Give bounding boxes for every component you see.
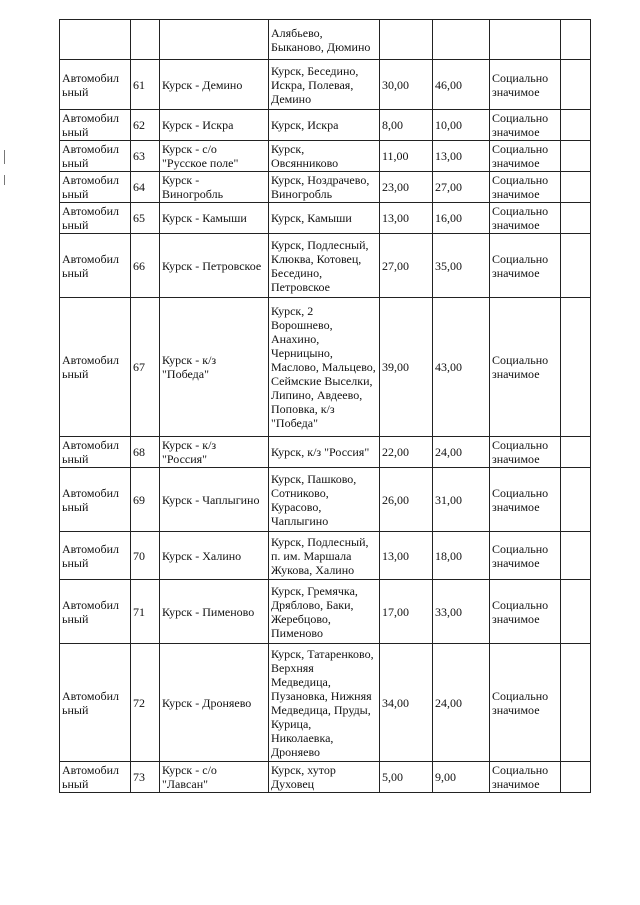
route-price-cell: 9,00 bbox=[433, 762, 490, 793]
table-row bbox=[60, 532, 591, 580]
table-row bbox=[60, 203, 591, 234]
route-stops-cell: Курск, к/з "Россия" bbox=[269, 437, 380, 468]
route-stops-cell: Курск, Подлесный, Клюква, Котовец, Беседино, Петровское bbox=[269, 234, 380, 298]
route-name-cell bbox=[160, 20, 269, 60]
table-row bbox=[60, 762, 591, 793]
routes-table bbox=[59, 19, 591, 793]
route-distance-cell: 26,00 bbox=[380, 468, 433, 532]
route-number-cell bbox=[131, 20, 160, 60]
route-extra-cell bbox=[561, 203, 591, 234]
route-stops-cell: Алябьево, Быканово, Дюмино bbox=[269, 20, 380, 60]
route-stops-cell: Курск, Ноздрачево, Виногробль bbox=[269, 172, 380, 203]
route-stops-cell: Курск, хутор Духовец bbox=[269, 762, 380, 793]
route-name-cell: Курск - Чаплыгино bbox=[160, 468, 269, 532]
route-extra-cell bbox=[561, 234, 591, 298]
route-type-cell: Автомобил ьный bbox=[60, 172, 131, 203]
routes-table-body bbox=[60, 20, 591, 793]
table-row bbox=[60, 60, 591, 110]
route-stops-cell: Курск, Татаренково, Верхняя Медведица, Пузановка, Нижняя Медведица, Пруды, Курица, Николаевка, Дроняево bbox=[269, 644, 380, 762]
route-price-cell: 24,00 bbox=[433, 437, 490, 468]
route-name-cell: Курск - Демино bbox=[160, 60, 269, 110]
route-name-cell: Курск - Искра bbox=[160, 110, 269, 141]
table-row bbox=[60, 234, 591, 298]
table-row bbox=[60, 141, 591, 172]
route-distance-cell: 13,00 bbox=[380, 203, 433, 234]
route-type-cell: Автомобил ьный bbox=[60, 762, 131, 793]
route-stops-cell: Курск, Искра bbox=[269, 110, 380, 141]
route-price-cell: 31,00 bbox=[433, 468, 490, 532]
route-number-cell: 67 bbox=[131, 298, 160, 437]
table-row bbox=[60, 20, 591, 60]
route-category-cell: Социально значимое bbox=[490, 141, 561, 172]
route-stops-cell: Курск, 2 Ворошнево, Анахино, Черницыно, Маслово, Мальцево, Сеймские Выселки, Липино, Авдеево, Поповка, к/з "Победа" bbox=[269, 298, 380, 437]
route-price-cell: 18,00 bbox=[433, 532, 490, 580]
route-type-cell: Автомобил ьный bbox=[60, 437, 131, 468]
route-category-cell: Социально значимое bbox=[490, 298, 561, 437]
route-type-cell: Автомобил ьный bbox=[60, 532, 131, 580]
route-name-cell: Курск - с/о "Лавсан" bbox=[160, 762, 269, 793]
route-distance-cell: 8,00 bbox=[380, 110, 433, 141]
route-category-cell: Социально значимое bbox=[490, 532, 561, 580]
route-distance-cell: 39,00 bbox=[380, 298, 433, 437]
route-category-cell: Социально значимое bbox=[490, 234, 561, 298]
route-extra-cell bbox=[561, 532, 591, 580]
route-number-cell: 70 bbox=[131, 532, 160, 580]
route-extra-cell bbox=[561, 437, 591, 468]
route-stops-cell: Курск, Овсянниково bbox=[269, 141, 380, 172]
route-distance-cell: 23,00 bbox=[380, 172, 433, 203]
route-type-cell: Автомобил ьный bbox=[60, 580, 131, 644]
route-distance-cell: 34,00 bbox=[380, 644, 433, 762]
route-name-cell: Курск - к/з "Победа" bbox=[160, 298, 269, 437]
route-number-cell: 69 bbox=[131, 468, 160, 532]
route-type-cell: Автомобил ьный bbox=[60, 234, 131, 298]
route-type-cell: Автомобил ьный bbox=[60, 468, 131, 532]
route-distance-cell: 11,00 bbox=[380, 141, 433, 172]
route-price-cell: 33,00 bbox=[433, 580, 490, 644]
route-type-cell: Автомобил ьный bbox=[60, 298, 131, 437]
route-name-cell: Курск - с/о "Русское поле" bbox=[160, 141, 269, 172]
route-distance-cell: 13,00 bbox=[380, 532, 433, 580]
route-price-cell: 46,00 bbox=[433, 60, 490, 110]
route-number-cell: 65 bbox=[131, 203, 160, 234]
route-type-cell: Автомобил ьный bbox=[60, 110, 131, 141]
route-price-cell: 27,00 bbox=[433, 172, 490, 203]
route-stops-cell: Курск, Пашково, Сотниково, Курасово, Чаплыгино bbox=[269, 468, 380, 532]
route-type-cell: Автомобил ьный bbox=[60, 644, 131, 762]
route-name-cell: Курск - Пименово bbox=[160, 580, 269, 644]
route-name-cell: Курск - Петровское bbox=[160, 234, 269, 298]
route-number-cell: 62 bbox=[131, 110, 160, 141]
route-extra-cell bbox=[561, 580, 591, 644]
route-name-cell: Курск - Камыши bbox=[160, 203, 269, 234]
route-stops-cell: Курск, Гремячка, Дряблово, Баки, Жеребцово, Пименово bbox=[269, 580, 380, 644]
route-category-cell: Социально значимое bbox=[490, 60, 561, 110]
route-extra-cell bbox=[561, 298, 591, 437]
route-stops-cell: Курск, Беседино, Искра, Полевая, Демино bbox=[269, 60, 380, 110]
route-price-cell: 35,00 bbox=[433, 234, 490, 298]
route-category-cell: Социально значимое bbox=[490, 580, 561, 644]
table-row bbox=[60, 468, 591, 532]
route-name-cell: Курск - Халино bbox=[160, 532, 269, 580]
route-stops-cell: Курск, Камыши bbox=[269, 203, 380, 234]
table-row bbox=[60, 580, 591, 644]
route-extra-cell bbox=[561, 110, 591, 141]
route-distance-cell: 22,00 bbox=[380, 437, 433, 468]
table-row bbox=[60, 110, 591, 141]
route-price-cell: 43,00 bbox=[433, 298, 490, 437]
route-category-cell: Социально значимое bbox=[490, 110, 561, 141]
route-number-cell: 64 bbox=[131, 172, 160, 203]
route-number-cell: 68 bbox=[131, 437, 160, 468]
route-distance-cell: 5,00 bbox=[380, 762, 433, 793]
route-category-cell: Социально значимое bbox=[490, 203, 561, 234]
route-type-cell: Автомобил ьный bbox=[60, 203, 131, 234]
route-name-cell: Курск - к/з "Россия" bbox=[160, 437, 269, 468]
route-extra-cell bbox=[561, 762, 591, 793]
route-type-cell bbox=[60, 20, 131, 60]
route-number-cell: 72 bbox=[131, 644, 160, 762]
route-extra-cell bbox=[561, 468, 591, 532]
route-distance-cell bbox=[380, 20, 433, 60]
route-category-cell: Социально значимое bbox=[490, 762, 561, 793]
route-distance-cell: 27,00 bbox=[380, 234, 433, 298]
route-price-cell: 16,00 bbox=[433, 203, 490, 234]
route-type-cell: Автомобил ьный bbox=[60, 141, 131, 172]
route-distance-cell: 17,00 bbox=[380, 580, 433, 644]
route-extra-cell bbox=[561, 141, 591, 172]
route-number-cell: 71 bbox=[131, 580, 160, 644]
route-price-cell bbox=[433, 20, 490, 60]
route-category-cell: Социально значимое bbox=[490, 644, 561, 762]
table-row bbox=[60, 172, 591, 203]
route-category-cell: Социально значимое bbox=[490, 468, 561, 532]
route-price-cell: 10,00 bbox=[433, 110, 490, 141]
route-name-cell: Курск - Виногробль bbox=[160, 172, 269, 203]
route-number-cell: 63 bbox=[131, 141, 160, 172]
route-extra-cell bbox=[561, 60, 591, 110]
table-row bbox=[60, 437, 591, 468]
route-extra-cell bbox=[561, 172, 591, 203]
route-extra-cell bbox=[561, 644, 591, 762]
route-category-cell: Социально значимое bbox=[490, 437, 561, 468]
table-row bbox=[60, 644, 591, 762]
table-row bbox=[60, 298, 591, 437]
route-name-cell: Курск - Дроняево bbox=[160, 644, 269, 762]
route-number-cell: 73 bbox=[131, 762, 160, 793]
route-type-cell: Автомобил ьный bbox=[60, 60, 131, 110]
route-number-cell: 61 bbox=[131, 60, 160, 110]
route-category-cell bbox=[490, 20, 561, 60]
scan-margin-mark bbox=[4, 150, 5, 164]
route-price-cell: 13,00 bbox=[433, 141, 490, 172]
route-stops-cell: Курск, Подлесный, п. им. Маршала Жукова, Халино bbox=[269, 532, 380, 580]
route-price-cell: 24,00 bbox=[433, 644, 490, 762]
scan-margin-mark bbox=[4, 175, 5, 185]
route-extra-cell bbox=[561, 20, 591, 60]
route-category-cell: Социально значимое bbox=[490, 172, 561, 203]
route-number-cell: 66 bbox=[131, 234, 160, 298]
route-distance-cell: 30,00 bbox=[380, 60, 433, 110]
